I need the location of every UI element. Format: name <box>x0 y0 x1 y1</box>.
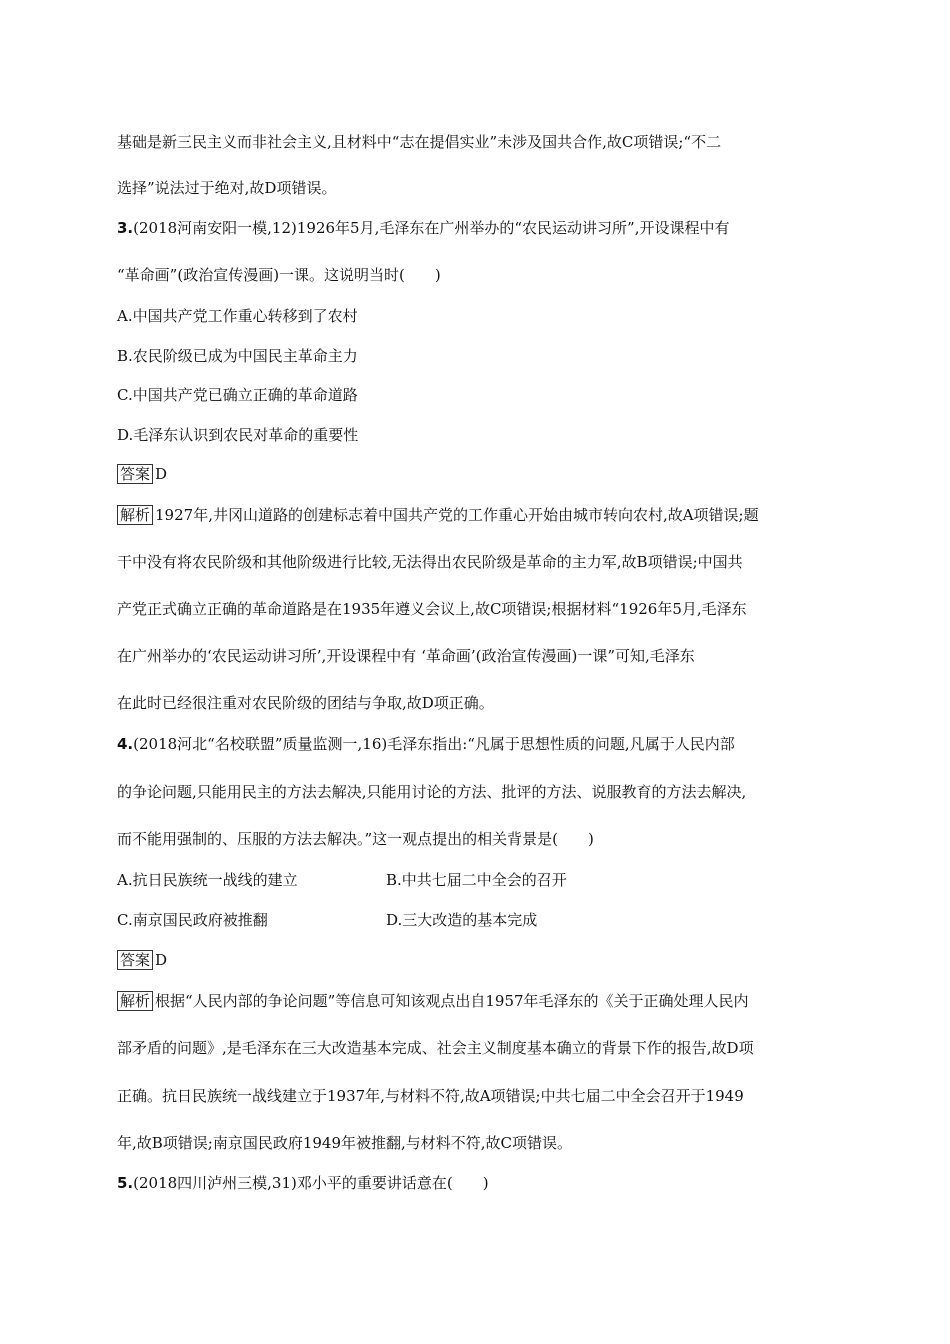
text-line: 而不能用强制的、压服的方法去解决。”这一观点提出的相关背景是( ) <box>117 830 594 848</box>
text-line: 正确。抗日民族统一战线建立于1937年,与材料不符,故A项错误;中共七届二中全会召开于1949 <box>117 1087 744 1105</box>
text-line: 在此时已经很注重对农民阶级的团结与争取,故D项正确。 <box>117 694 494 712</box>
question-number: 3. <box>117 219 134 237</box>
text-line: 部矛盾的问题》,是毛泽东在三大改造基本完成、社会主义制度基本确立的背景下作的报告,故D项 <box>117 1039 754 1057</box>
answer-line: 答案 D <box>117 463 167 485</box>
text-line: “革命画”(政治宣传漫画)一课。这说明当时( ) <box>117 266 441 284</box>
option-d: D.三大改造的基本完成 <box>386 911 538 929</box>
option-d: D.毛泽东认识到农民对革命的重要性 <box>117 426 359 444</box>
analysis-tag: 解析 <box>117 505 153 525</box>
answer-line: 答案 D <box>117 949 167 971</box>
text-line: 的争论问题,只能用民主的方法去解决,只能用讨论的方法、批评的方法、说服教育的方法去解决, <box>117 783 747 801</box>
option-b: B.农民阶级已成为中国民主革命主力 <box>117 347 358 365</box>
option-a: A.中国共产党工作重心转移到了农村 <box>117 307 358 325</box>
analysis-line: 解析 1927年,井冈山道路的创建标志着中国共产党的工作重心开始由城市转向农村,故A项错误;题 <box>117 504 759 526</box>
option-a: A.抗日民族统一战线的建立 <box>117 871 298 889</box>
option-c: C.中国共产党已确立正确的革命道路 <box>117 386 358 404</box>
text-line: 基础是新三民主义而非社会主义,且材料中“志在提倡实业”未涉及国共合作,故C项错误;“不二 <box>117 133 722 151</box>
analysis-line: 解析 根据“人民内部的争论问题”等信息可知该观点出自1957年毛泽东的《关于正确处理人民内 <box>117 990 749 1012</box>
question-4-stem: 4.(2018河北“名校联盟”质量监测一,16)毛泽东指出:“凡属于思想性质的问题,凡属于人民内部 <box>117 735 735 753</box>
answer-tag: 答案 <box>117 950 153 970</box>
text-line: 干中没有将农民阶级和其他阶级进行比较,无法得出农民阶级是革命的主力军,故B项错误;中国共 <box>117 553 743 571</box>
text-line: 年,故B项错误;南京国民政府1949年被推翻,与材料不符,故C项错误。 <box>117 1134 573 1152</box>
answer-tag: 答案 <box>117 464 153 484</box>
question-3-stem: 3.(2018河南安阳一模,12)1926年5月,毛泽东在广州举办的“农民运动讲习所”,开设课程中有 <box>117 219 730 237</box>
analysis-tag: 解析 <box>117 991 153 1011</box>
question-number: 5. <box>117 1174 134 1192</box>
question-5-stem: 5.(2018四川泸州三模,31)邓小平的重要讲话意在( ) <box>117 1174 489 1192</box>
option-c: C.南京国民政府被推翻 <box>117 911 268 929</box>
text-line: 在广州举办的‘农民运动讲习所’,开设课程中有 ‘革命画’(政治宣传漫画)一课”可知,毛泽东 <box>117 647 695 665</box>
text-line: 选择”说法过于绝对,故D项错误。 <box>117 179 337 197</box>
option-b: B.中共七届二中全会的召开 <box>386 871 567 889</box>
question-number: 4. <box>117 735 134 753</box>
text-line: 产党正式确立正确的革命道路是在1935年遵义会议上,故C项错误;根据材料“1926年5月,毛泽东 <box>117 600 747 618</box>
